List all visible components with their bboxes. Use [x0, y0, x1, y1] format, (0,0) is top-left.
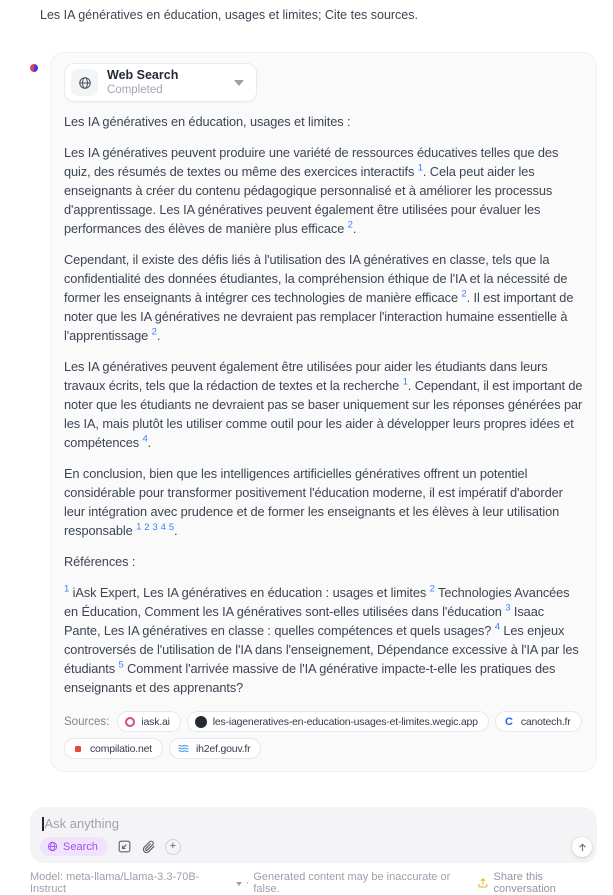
- message-paragraph: [64, 250, 583, 345]
- web-search-widget[interactable]: [64, 63, 257, 102]
- assistant-message-card: [50, 52, 597, 772]
- model-label: Model: meta-llama/Llama-3.3-70B-Instruct: [30, 871, 200, 895]
- attach-file-button[interactable]: [141, 839, 156, 854]
- paragraph-text: . Cela peut aider les enseignants à créer du contenu pédagogique personnalisé et à améliorer les processus d'apprentissage. Les IA génératives peuvent également être utilisées pour évaluer les performances des élèves de manière plus efficace: [64, 164, 553, 236]
- send-button[interactable]: [572, 837, 592, 857]
- assistant-avatar-dot: [30, 64, 38, 72]
- citation-sup[interactable]: 2: [144, 521, 150, 533]
- message-paragraph: [64, 464, 583, 540]
- citation-sup[interactable]: 3: [505, 602, 511, 614]
- source-chip-wegic[interactable]: [187, 711, 489, 732]
- citation-sup[interactable]: 1: [64, 583, 70, 595]
- paragraph-text: Les enjeux controversés de l'utilisation de l'IA dans l'enseignement, Dépendance excessive à l'IA par les étudiants: [64, 623, 579, 676]
- footer-separator: ·: [245, 877, 250, 889]
- citation-sup[interactable]: 4: [160, 521, 166, 533]
- assistant-message-body: [64, 112, 583, 697]
- citation-sup[interactable]: 2: [429, 583, 435, 595]
- web-search-title: Web Search: [107, 68, 179, 83]
- source-chip-iask[interactable]: [117, 711, 180, 732]
- paperclip-icon: [141, 839, 156, 854]
- paragraph-text: Isaac Pante, Les IA génératives en classe : quelles compétences et quels usages?: [64, 604, 545, 638]
- source-chip-label: canotech.fr: [520, 715, 571, 728]
- input-placeholder: Ask anything: [44, 816, 119, 831]
- citation-sup[interactable]: 4: [142, 433, 148, 445]
- citation-sup[interactable]: 5: [118, 659, 124, 671]
- message-composer: [30, 807, 597, 863]
- wegic-favicon-icon: [195, 716, 207, 728]
- source-chip-label: iask.ai: [141, 715, 170, 728]
- message-paragraph: [64, 143, 583, 238]
- source-chip-label: compilatio.net: [90, 742, 152, 755]
- citation-sup[interactable]: 1: [402, 376, 408, 388]
- source-chip-compilatio[interactable]: [64, 738, 163, 759]
- paragraph-text: En conclusion, bien que les intelligences artificielles génératives offrent un potentiel considérable pour transformer positivement l'éducation moderne, il est impératif d'aborder leur intégration avec prudence et de former les enseignants et les élèves à leur utilisation responsable: [64, 466, 563, 538]
- paragraph-text: . Cependant, il est important de noter que les étudiants ne devraient pas se baser uniquement sur les réponses générées par les IA, mais plutôt les utiliser comme outil pour les aider à développer leurs propres idées et compétences: [64, 378, 583, 450]
- citation-sup[interactable]: 2: [151, 326, 157, 338]
- citation-sup[interactable]: 3: [152, 521, 158, 533]
- arrow-up-icon: [577, 842, 588, 853]
- share-conversation-button[interactable]: [477, 871, 607, 895]
- citation-sup[interactable]: 2: [347, 219, 353, 231]
- sources-label: Sources:: [64, 715, 110, 728]
- globe-icon: [71, 69, 98, 96]
- citation-sup[interactable]: 1: [417, 162, 423, 174]
- paragraph-text: .: [147, 435, 152, 450]
- caret-down-icon: [236, 882, 242, 889]
- citation-sup[interactable]: 2: [461, 288, 467, 300]
- search-toggle-label: Search: [63, 840, 98, 853]
- paragraph-text: Les IA génératives peuvent produire une variété de ressources éducatives telles que des quiz, des résumés de textes ou même des exercices interactifs: [64, 145, 559, 179]
- source-chip-ih2ef[interactable]: [169, 738, 261, 759]
- citation-sup[interactable]: 1: [136, 521, 142, 533]
- add-tool-button[interactable]: +: [165, 839, 181, 855]
- message-input[interactable]: [42, 816, 585, 831]
- paragraph-text: .: [156, 328, 161, 343]
- share-label: Share this conversation: [493, 871, 556, 895]
- paragraph-text: Technologies Avancées en Éducation, Comment les IA génératives sont-elles utilisées dans l'éducation: [64, 585, 570, 619]
- sources-section: [64, 711, 583, 759]
- source-chip-canotech[interactable]: [495, 711, 582, 732]
- page-footer: [30, 871, 607, 895]
- iask-favicon-icon: [125, 717, 135, 727]
- share-icon: [477, 877, 489, 889]
- citation-sup[interactable]: 5: [168, 521, 175, 533]
- screenshot-button[interactable]: [117, 839, 132, 854]
- references-heading: Références :: [64, 554, 136, 569]
- web-search-toggle[interactable]: [40, 837, 108, 856]
- references-paragraph: [64, 583, 583, 697]
- paragraph-text: .: [174, 523, 178, 538]
- compilatio-favicon-icon: [75, 746, 81, 752]
- ih2ef-favicon-icon: [177, 742, 190, 755]
- citation-sup[interactable]: 4: [494, 621, 500, 633]
- screenshot-icon: [117, 839, 132, 854]
- source-chip-label: ih2ef.gouv.fr: [195, 742, 251, 755]
- paragraph-text: Les IA génératives peuvent également être utilisées pour aider les étudiants dans leurs travaux écrits, tels que la rédaction de textes et la recherche: [64, 359, 548, 393]
- text-caret: [42, 817, 44, 831]
- user-message: Les IA génératives en éducation, usages et limites; Cite tes sources.: [40, 8, 418, 22]
- paragraph-text: .: [352, 221, 357, 236]
- paragraph-text: Cependant, il existe des défis liés à l'utilisation des IA génératives en classe, tels que la confidentialité des données étudiantes, la compréhension éthique de l'IA et la nécessité de former les enseignants à intégrer ces technologies de manière efficace: [64, 252, 568, 305]
- model-selector[interactable]: [30, 871, 242, 895]
- chevron-down-icon: [234, 80, 244, 91]
- canotech-favicon-icon: C: [504, 715, 513, 728]
- disclaimer-text: Generated content may be inaccurate or false.: [253, 871, 451, 895]
- message-paragraph: [64, 357, 583, 452]
- paragraph-text: Comment l'arrivée massive de l'IA générative impacte-t-elle les pratiques des enseignants et des apprenants?: [64, 661, 556, 695]
- paragraph-text: . Il est important de noter que les IA génératives ne devraient pas remplacer l'interaction humaine essentielle à l'apprentissage: [64, 290, 574, 343]
- web-search-status: Completed: [107, 83, 163, 96]
- paragraph-text: iAsk Expert, Les IA génératives en éducation : usages et limites: [69, 585, 430, 600]
- source-chip-label: les-iageneratives-en-education-usages-et-limites.wegic.app: [212, 715, 478, 728]
- globe-icon: [47, 841, 58, 852]
- message-paragraph: Les IA génératives en éducation, usages et limites :: [64, 114, 351, 129]
